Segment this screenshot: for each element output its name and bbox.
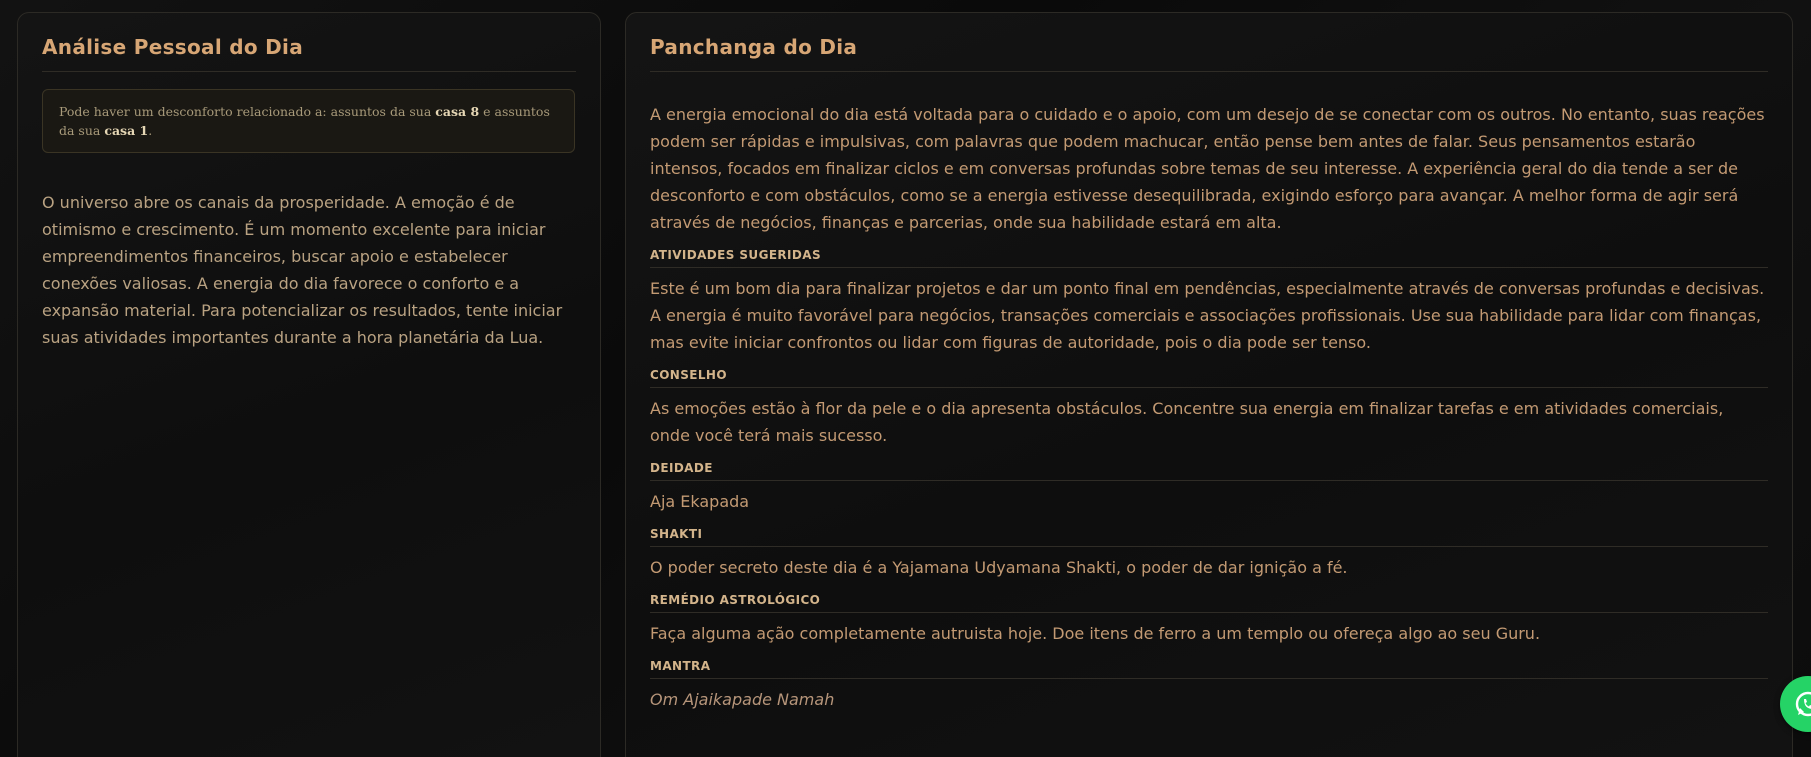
warning-house-b: casa 1 [104,123,149,138]
section-text: As emoções estão à flor da pele e o dia apresenta obstáculos. Concentre sua energia em finalizar tarefas e em atividades comerciais, onde você terá mais sucesso. [650,399,1724,445]
section-text: Faça alguma ação completamente autruista hoje. Doe itens de ferro a um templo ou ofereça algo ao seu Guru. [650,624,1541,643]
section-label: REMÉDIO ASTROLÓGICO [650,593,1768,613]
personal-analysis-card [17,12,601,757]
warning-suffix: . [148,123,153,138]
section-deity [650,461,1768,515]
panchanga-intro: A energia emocional do dia está voltada para o cuidado e o apoio, com um desejo de se conectar com os outros. No entanto, suas reações podem ser rápidas e impulsivas, com palavras que podem machucar, então pense bem antes de falar. Seus pensamentos estarão intensos, focados em finalizar ciclos e em conversas profundas sobre temas de seu interesse. A experiência geral do dia tende a ser de desconforto e com obstáculos, como se a energia estivesse desequilibrada, exigindo esforço para avançar. A melhor forma de agir será através de negócios, finanças e parcerias, onde sua habilidade estará em alta. [650,105,1765,232]
section-mantra [650,659,1768,713]
section-text: Aja Ekapada [650,492,750,511]
section-label: CONSELHO [650,368,1768,388]
section-remedy [650,593,1768,647]
warning-middle: e assuntos da sua [59,104,550,138]
title-divider [650,71,1768,72]
whatsapp-icon [1792,688,1811,720]
section-shakti [650,527,1768,581]
personal-analysis-text: O universo abre os canais da prosperidade. A emoção é de otimismo e crescimento. É um momento excelente para iniciar empreendimentos financeiros, buscar apoio e estabelecer conexões valiosas. A energia do dia favorece o conforto e a expansão material. Para potencializar os resultados, tente iniciar suas atividades importantes durante a hora planetária da Lua. [42,193,563,347]
warning-house-a: casa 8 [435,104,480,119]
section-text: O poder secreto deste dia é a Yajamana Udyamana Shakti, o poder de dar ignição a fé. [650,558,1348,577]
section-advice [650,368,1768,449]
section-activities [650,248,1768,356]
section-label: SHAKTI [650,527,1768,547]
section-label: ATIVIDADES SUGERIDAS [650,248,1768,268]
panchanga-title: Panchanga do Dia [650,35,858,59]
personal-analysis-title: Análise Pessoal do Dia [42,35,304,59]
panchanga-content [650,101,1768,725]
title-divider [42,71,576,72]
mantra-text: Om Ajaikapade Namah [650,690,835,709]
section-label: MANTRA [650,659,1768,679]
section-label: DEIDADE [650,461,1768,481]
warning-prefix: Pode haver um desconforto relacionado a: assuntos da sua [59,104,436,119]
panchanga-card [625,12,1793,757]
discomfort-warning [42,89,575,153]
section-text: Este é um bom dia para finalizar projetos e dar um ponto final em pendências, especialmente através de conversas profundas e decisivas. A energia é muito favorável para negócios, transações comerciais e associações profissionais. Use sua habilidade para lidar com finanças, mas evite iniciar confrontos ou lidar com figuras de autoridade, pois o dia pode ser tenso. [650,279,1765,352]
